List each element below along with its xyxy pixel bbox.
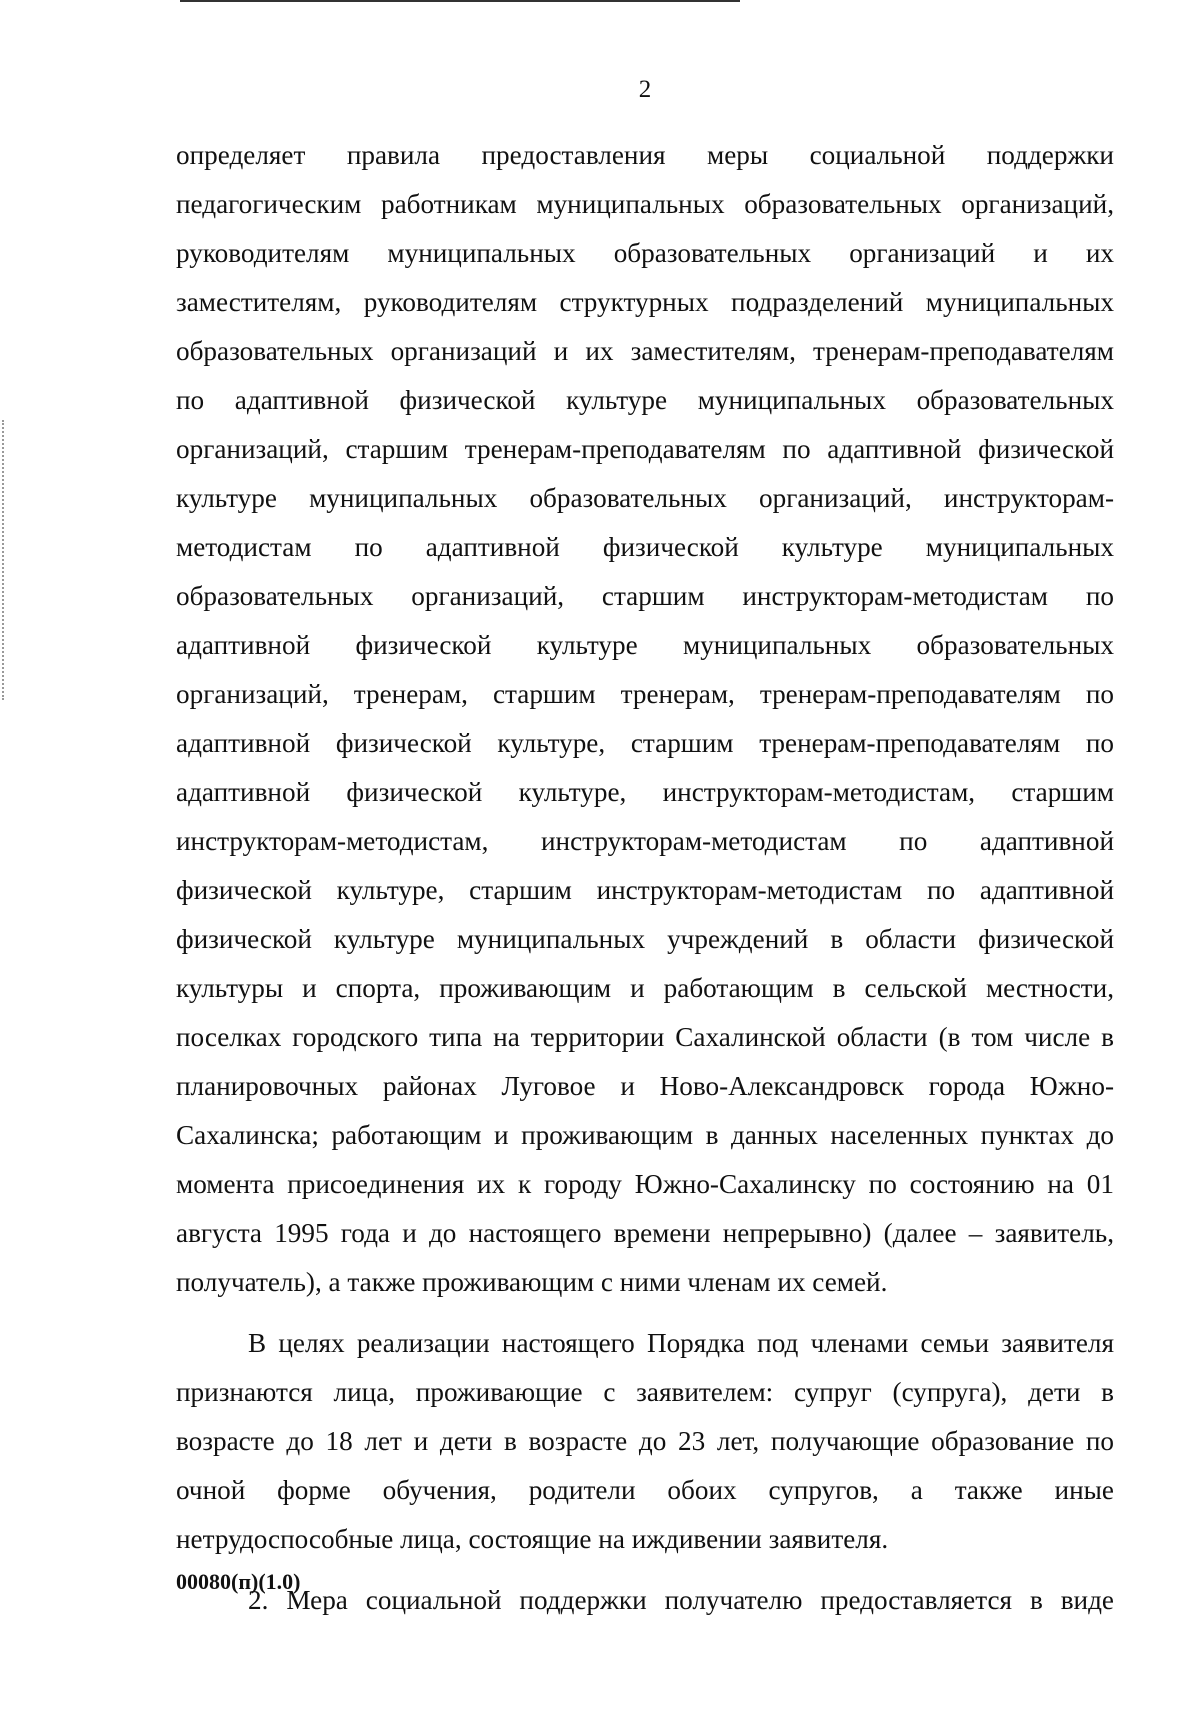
text-line: поселках городского типа на территории Сахалинской области (в том числе в	[176, 1022, 1114, 1052]
left-scan-marks	[2, 420, 7, 700]
paragraph-2	[176, 1319, 1114, 1564]
text-line: августа 1995 года и до настоящего времени непрерывно) (далее – заявитель,	[176, 1218, 1114, 1248]
document-code: 00080(п)(1.0)	[176, 1569, 301, 1594]
text-line: педагогическим работникам муниципальных образовательных организаций,	[176, 189, 1114, 219]
text-line: момента присоединения их к городу Южно-Сахалинску по состоянию на 01	[176, 1169, 1114, 1199]
text-line: возрасте до 18 лет и дети в возрасте до 23 лет, получающие образование по	[176, 1426, 1114, 1456]
text-line: определяет правила предоставления меры социальной поддержки	[176, 140, 1114, 170]
text-line: культуры и спорта, проживающим и работающим в сельской местности,	[176, 973, 1114, 1003]
text-line: физической культуре муниципальных учреждений в области физической	[176, 924, 1114, 954]
text-line: Сахалинска; работающим и проживающим в данных населенных пунктах до	[176, 1120, 1114, 1150]
text-line: культуре муниципальных образовательных организаций, инструкторам-	[176, 483, 1114, 513]
text-line: по адаптивной физической культуре муниципальных образовательных	[176, 385, 1114, 415]
text-line: заместителям, руководителям структурных подразделений муниципальных	[176, 287, 1114, 317]
text-line: методистам по адаптивной физической культуре муниципальных	[176, 532, 1114, 562]
text-line: образовательных организаций, старшим инструкторам-методистам по	[176, 581, 1114, 611]
text-line: физической культуре, старшим инструкторам-методистам по адаптивной	[176, 875, 1114, 905]
text-line: нетрудоспособные лица, состоящие на иждивении заявителя.	[176, 1524, 889, 1554]
text-line: планировочных районах Луговое и Ново-Александровск города Южно-	[176, 1071, 1114, 1101]
top-scan-border	[180, 0, 740, 2]
text-line: адаптивной физической культуре муниципальных образовательных	[176, 630, 1114, 660]
text-line: инструкторам-методистам, инструкторам-методистам по адаптивной	[176, 826, 1114, 856]
document-body	[176, 131, 1114, 1625]
text-line: очной форме обучения, родители обоих супругов, а также иные	[176, 1475, 1114, 1505]
text-line: организаций, старшим тренерам-преподавателям по адаптивной физической	[176, 434, 1114, 464]
page-number: 2	[638, 76, 652, 103]
text-line: 2. Мера социальной поддержки получателю предоставляется в виде	[248, 1585, 1114, 1615]
text-line: получатель), а также проживающим с ними членам их семей.	[176, 1267, 888, 1297]
paragraph-3	[176, 1576, 1114, 1625]
paragraph-1	[176, 131, 1114, 1307]
text-line: образовательных организаций и их заместителям, тренерам-преподавателям	[176, 336, 1114, 366]
text-line: адаптивной физической культуре, инструкторам-методистам, старшим	[176, 777, 1114, 807]
text-line: организаций, тренерам, старшим тренерам, тренерам-преподавателям по	[176, 679, 1114, 709]
text-line: руководителям муниципальных образовательных организаций и их	[176, 238, 1114, 268]
text-line: адаптивной физической культуре, старшим тренерам-преподавателям по	[176, 728, 1114, 758]
text-line: В целях реализации настоящего Порядка под членами семьи заявителя	[248, 1328, 1114, 1358]
text-line: признаются лица, проживающие с заявителем: супруг (супруга), дети в	[176, 1377, 1114, 1407]
